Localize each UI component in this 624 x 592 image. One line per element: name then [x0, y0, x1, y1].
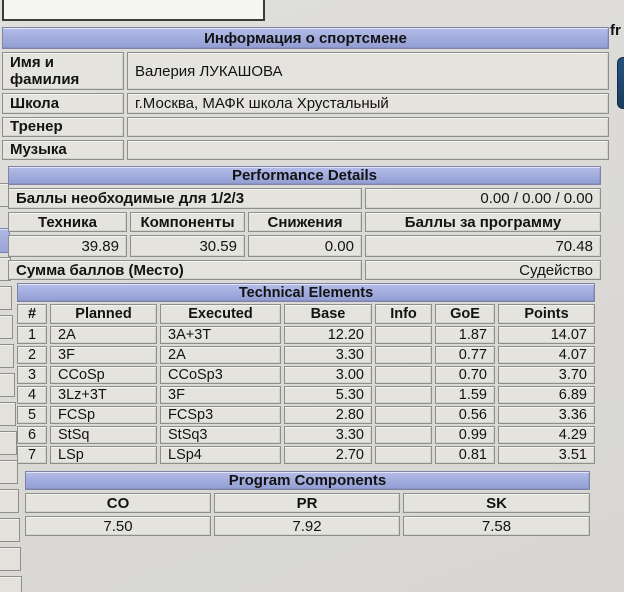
element-goe: 0.99	[435, 426, 495, 444]
element-info	[375, 426, 432, 444]
athlete-info-title: Информация о спортсмене	[2, 27, 609, 49]
technique-header: Техника	[8, 212, 127, 232]
element-goe: 0.81	[435, 446, 495, 464]
partial-cell	[0, 286, 12, 310]
music-value	[127, 140, 609, 160]
element-points: 3.70	[498, 366, 595, 384]
element-num: 5	[17, 406, 47, 424]
sk-value: 7.58	[403, 516, 590, 536]
info-row-school	[2, 93, 609, 114]
required-scores-label: Баллы необходимые для 1/2/3	[8, 188, 362, 209]
pr-header: PR	[214, 493, 400, 513]
partial-cell	[0, 518, 20, 542]
col-num: #	[17, 304, 47, 324]
technical-elements-section	[17, 283, 595, 464]
program-score-value: 70.48	[365, 235, 601, 257]
school-value: г.Москва, МАФК школа Хрустальный	[127, 93, 609, 114]
performance-details-section	[8, 166, 601, 280]
element-base: 12.20	[284, 326, 372, 344]
element-num: 3	[17, 366, 47, 384]
partial-cell	[0, 576, 22, 592]
info-row-coach	[2, 117, 609, 137]
element-points: 6.89	[498, 386, 595, 404]
element-row-3	[17, 366, 595, 384]
element-executed: StSq3	[160, 426, 281, 444]
technical-column-headers	[17, 304, 595, 324]
music-label: Музыка	[2, 140, 124, 160]
element-row-4	[17, 386, 595, 404]
components-value: 30.59	[130, 235, 245, 257]
school-label: Школа	[2, 93, 124, 114]
element-info	[375, 346, 432, 364]
element-goe: 0.70	[435, 366, 495, 384]
technique-value: 39.89	[8, 235, 127, 257]
info-row-name	[2, 52, 609, 90]
element-info	[375, 386, 432, 404]
components-title: Program Components	[25, 471, 590, 490]
partial-cell	[0, 344, 14, 368]
element-row-1	[17, 326, 595, 344]
sk-header: SK	[403, 493, 590, 513]
element-base: 3.00	[284, 366, 372, 384]
element-planned: CCoSp	[50, 366, 157, 384]
program-score-header: Баллы за программу	[365, 212, 601, 232]
total-score-row	[8, 260, 601, 280]
element-num: 1	[17, 326, 47, 344]
deductions-header: Снижения	[248, 212, 362, 232]
judging-label: Судейство	[365, 260, 601, 280]
element-goe: 0.56	[435, 406, 495, 424]
corner-text: fr	[610, 22, 621, 39]
coach-label: Тренер	[2, 117, 124, 137]
element-planned: 2A	[50, 326, 157, 344]
element-base: 3.30	[284, 426, 372, 444]
element-points: 14.07	[498, 326, 595, 344]
pr-value: 7.92	[214, 516, 400, 536]
col-points: Points	[498, 304, 595, 324]
element-points: 3.36	[498, 406, 595, 424]
partial-cell	[0, 489, 19, 513]
total-score-label: Сумма баллов (Место)	[8, 260, 362, 280]
element-executed: LSp4	[160, 446, 281, 464]
element-executed: 3F	[160, 386, 281, 404]
technical-title: Technical Elements	[17, 283, 595, 302]
element-executed: FCSp3	[160, 406, 281, 424]
performance-title: Performance Details	[8, 166, 601, 185]
element-base: 2.80	[284, 406, 372, 424]
element-num: 6	[17, 426, 47, 444]
element-info	[375, 366, 432, 384]
window-fragment	[2, 0, 265, 21]
element-row-2	[17, 346, 595, 364]
element-points: 3.51	[498, 446, 595, 464]
element-num: 4	[17, 386, 47, 404]
element-planned: LSp	[50, 446, 157, 464]
col-info: Info	[375, 304, 432, 324]
element-goe: 1.87	[435, 326, 495, 344]
element-goe: 1.59	[435, 386, 495, 404]
components-header-row	[25, 493, 590, 513]
components-header: Компоненты	[130, 212, 245, 232]
element-goe: 0.77	[435, 346, 495, 364]
element-info	[375, 446, 432, 464]
athlete-info-section	[2, 27, 609, 160]
partial-cell	[0, 431, 17, 455]
element-row-5	[17, 406, 595, 424]
element-info	[375, 406, 432, 424]
element-row-6	[17, 426, 595, 444]
required-scores-value: 0.00 / 0.00 / 0.00	[365, 188, 601, 209]
name-value: Валерия ЛУКАШОВА	[127, 52, 609, 90]
element-executed: 2A	[160, 346, 281, 364]
element-row-7	[17, 446, 595, 464]
co-header: CO	[25, 493, 211, 513]
element-num: 2	[17, 346, 47, 364]
col-goe: GoE	[435, 304, 495, 324]
partial-cell	[0, 402, 16, 426]
partial-cell	[0, 315, 13, 339]
col-executed: Executed	[160, 304, 281, 324]
element-planned: StSq	[50, 426, 157, 444]
components-value-row	[25, 516, 590, 536]
element-num: 7	[17, 446, 47, 464]
co-value: 7.50	[25, 516, 211, 536]
deductions-value: 0.00	[248, 235, 362, 257]
element-planned: FCSp	[50, 406, 157, 424]
score-header-row	[8, 212, 601, 232]
name-label: Имя и фамилия	[2, 52, 124, 90]
program-components-section	[25, 471, 590, 536]
navy-side-button[interactable]	[617, 57, 624, 109]
partial-cell	[0, 460, 18, 484]
element-base: 3.30	[284, 346, 372, 364]
element-info	[375, 326, 432, 344]
score-value-row	[8, 235, 601, 257]
element-planned: 3F	[50, 346, 157, 364]
element-points: 4.07	[498, 346, 595, 364]
col-base: Base	[284, 304, 372, 324]
partial-cell	[0, 373, 15, 397]
required-scores-row	[8, 188, 601, 209]
element-base: 2.70	[284, 446, 372, 464]
element-executed: 3A+3T	[160, 326, 281, 344]
element-planned: 3Lz+3T	[50, 386, 157, 404]
col-planned: Planned	[50, 304, 157, 324]
element-executed: CCoSp3	[160, 366, 281, 384]
element-points: 4.29	[498, 426, 595, 444]
coach-value	[127, 117, 609, 137]
partial-cell	[0, 547, 21, 571]
element-base: 5.30	[284, 386, 372, 404]
info-row-music	[2, 140, 609, 160]
